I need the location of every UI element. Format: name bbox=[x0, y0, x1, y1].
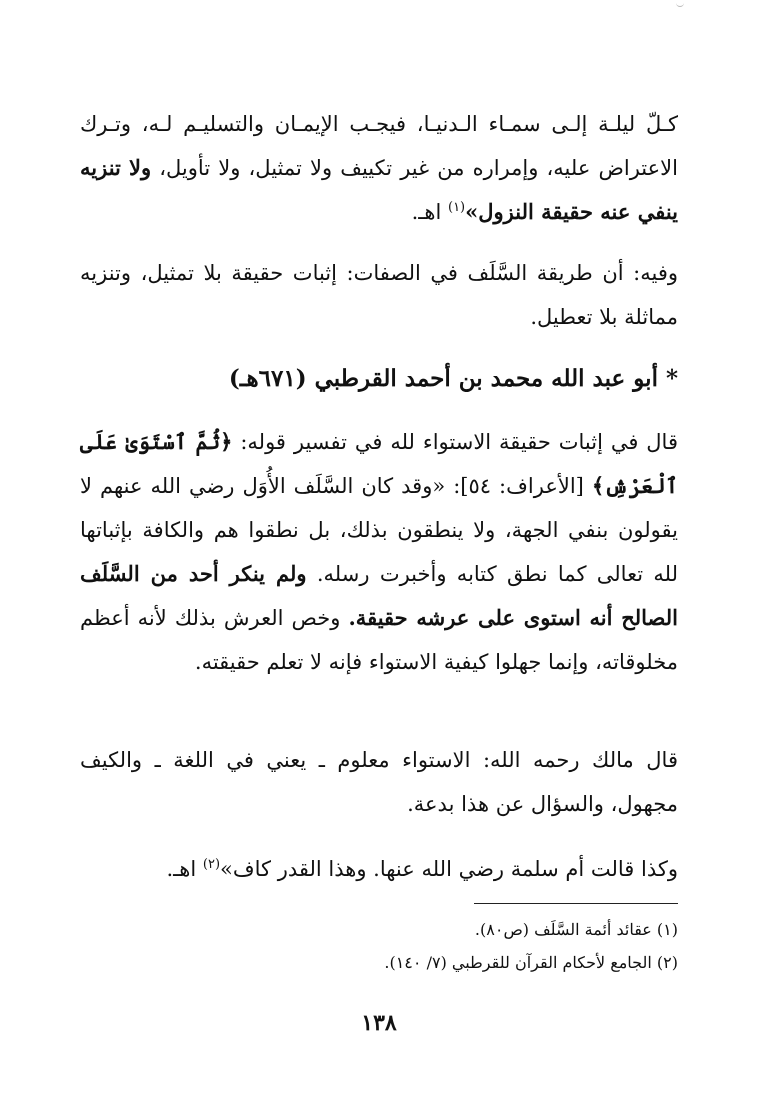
paragraph1-line2: الاعتراض عليه، وإمراره من غير تكييف ولا تمثيل، ولا تأويل، bbox=[151, 156, 678, 180]
paragraph1-line3-bold: تنزيه ينفي عنه حقيقة النزول» bbox=[80, 155, 678, 224]
paragraph3-bold: ولم ينكر أحد من السَّلَف الصالح أنه استوى على عرشه حقيقة. bbox=[80, 561, 678, 630]
footnote-ref-2: (٢) bbox=[202, 857, 221, 872]
paragraph-method: وفيه: أن طريقة السَّلَف في الصفات: إثبات حقيقة بلا تمثيل، وتنزيه مماثلة بلا تعطيل. bbox=[80, 261, 678, 329]
paragraph-qurtubi bbox=[80, 420, 678, 684]
paragraph5-end: اهـ. bbox=[166, 857, 203, 881]
footnote-1: (١) عقائد أئمة السَّلَف (ص٨٠). bbox=[474, 920, 678, 939]
paragraph1-line2-bold: ولا bbox=[129, 155, 152, 180]
page-number: ١٣٨ bbox=[361, 1010, 397, 1036]
verse-reference: [الأعراف: ٥٤]: bbox=[445, 474, 592, 498]
paragraph3-intro: قال في إثبات حقيقة الاستواء لله في تفسير قوله: bbox=[232, 430, 678, 454]
footnotes bbox=[80, 913, 678, 979]
paragraph-umm-salama bbox=[80, 847, 678, 891]
scan-mark bbox=[676, 2, 684, 7]
paragraph3-end: وخص العرش بذلك لأنه أعظم مخلوقاته، وإنما جهلوا كيفية الاستواء فإنه لا تعلم حقيقته. bbox=[80, 606, 678, 674]
footnote-ref-1: (١) bbox=[447, 200, 466, 215]
paragraph-malik: قال مالك رحمه الله: الاستواء معلوم ـ يعني في اللغة ـ والكيف مجهول، والسؤال عن هذا بدعة. bbox=[80, 748, 678, 816]
paragraph-continuation bbox=[80, 102, 678, 234]
footnote-2: (٢) الجامع لأحكام القرآن للقرطبي (٧/ ١٤٠). bbox=[384, 953, 678, 972]
paragraph5-text: وكذا قالت أم سلمة رضي الله عنها. وهذا القدر كاف» bbox=[220, 857, 678, 881]
paragraph1-end: اهـ. bbox=[411, 200, 448, 224]
paragraph1-line1: كـلّ ليلـة إلـى سمـاء الـدنيـا، فيجـب الإيمـان والتسليـم لـه، وتـرك bbox=[80, 112, 678, 136]
quran-verse: ﴿ثُمَّ ٱسْتَوَىٰ عَلَى ٱلْعَرْشِ﴾ bbox=[80, 429, 678, 498]
section-heading: * أبو عبد الله محمد بن أحمد القرطبي (٦٧١هـ) bbox=[228, 365, 678, 392]
footnote-divider bbox=[474, 903, 678, 904]
paragraph3-quote: «وقد كان السَّلَف الأُوَل رضي الله عنهم لا يقولون بنفي الجهة، ولا ينطقون بذلك، بل نطقوا هم والكافة بإثباتها لله تعالى كما نطق كتابه وأخبرت رسله. bbox=[80, 474, 679, 586]
